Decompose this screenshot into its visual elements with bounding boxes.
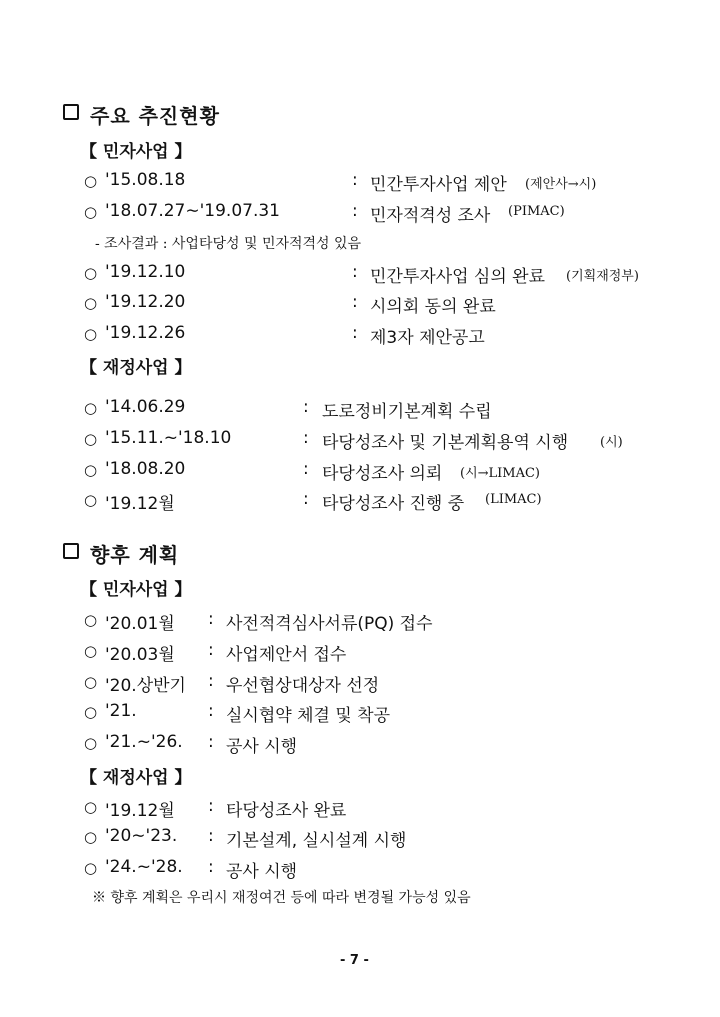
item-colon: : bbox=[208, 640, 214, 660]
item-colon: : bbox=[352, 292, 358, 312]
group-label: 【 재정사업 】 bbox=[80, 768, 192, 788]
bullet-icon: ○ bbox=[84, 203, 98, 221]
item-desc: 타당성조사 진행 중 bbox=[322, 494, 465, 514]
item-desc: 우선협상대상자 선정 bbox=[226, 676, 380, 696]
bullet-icon: ○ bbox=[84, 461, 98, 479]
item-date: '14.06.29 bbox=[105, 397, 186, 417]
section-title: 주요 추진현황 bbox=[90, 104, 220, 128]
item-colon: : bbox=[352, 323, 358, 343]
item-desc: 도로정비기본계획 수립 bbox=[322, 402, 492, 422]
item-colon: : bbox=[208, 857, 214, 877]
group-label: 【 민자사업 】 bbox=[80, 142, 192, 162]
item-colon: : bbox=[303, 459, 309, 479]
section-checkbox-icon bbox=[63, 543, 79, 559]
item-colon: : bbox=[208, 671, 214, 691]
item-colon: : bbox=[352, 262, 358, 282]
group-label: 【 재정사업 】 bbox=[80, 358, 192, 378]
bullet-icon: ○ bbox=[84, 798, 98, 816]
item-note: (시→LIMAC) bbox=[460, 466, 541, 481]
bullet-icon: ○ bbox=[84, 491, 98, 509]
item-date: '21. bbox=[105, 701, 137, 721]
item-note: (시) bbox=[600, 435, 623, 450]
item-date: '19.12월 bbox=[105, 801, 175, 821]
bullet-icon: ○ bbox=[84, 703, 98, 721]
item-note: (제안사→시) bbox=[525, 177, 597, 192]
item-date: '18.07.27∼'19.07.31 bbox=[105, 201, 280, 221]
item-date: '19.12.20 bbox=[105, 292, 186, 312]
bullet-icon: ○ bbox=[84, 294, 98, 312]
item-date: '21.~'26. bbox=[105, 732, 183, 752]
bullet-icon: ○ bbox=[84, 264, 98, 282]
item-desc: 공사 시행 bbox=[226, 862, 298, 882]
item-desc: 실시협약 체결 및 착공 bbox=[226, 706, 391, 726]
bullet-icon: ○ bbox=[84, 859, 98, 877]
bullet-icon: ○ bbox=[84, 642, 98, 660]
item-date: '19.12월 bbox=[105, 494, 175, 514]
bullet-icon: ○ bbox=[84, 734, 98, 752]
item-colon: : bbox=[303, 397, 309, 417]
item-date: '19.12.26 bbox=[105, 323, 186, 343]
bullet-icon: ○ bbox=[84, 399, 98, 417]
footnote: ※ 향후 계획은 우리시 재정여건 등에 따라 변경될 가능성 있음 bbox=[92, 890, 471, 906]
sub-note: - 조사결과 : 사업타당성 및 민자적격성 있음 bbox=[95, 236, 362, 252]
item-date: '20.03월 bbox=[105, 645, 175, 665]
bullet-icon: ○ bbox=[84, 673, 98, 691]
item-colon: : bbox=[352, 170, 358, 190]
bullet-icon: ○ bbox=[84, 430, 98, 448]
item-note: (기획재정부) bbox=[566, 269, 639, 284]
item-colon: : bbox=[208, 826, 214, 846]
page-number: - 7 - bbox=[340, 953, 369, 968]
item-desc: 타당성조사 완료 bbox=[226, 801, 347, 821]
item-desc: 민간투자사업 제안 bbox=[370, 175, 507, 195]
item-date: '20∼'23. bbox=[105, 826, 178, 846]
item-desc: 제3자 제안공고 bbox=[370, 328, 485, 348]
item-desc: 사전적격심사서류(PQ) 접수 bbox=[226, 614, 433, 634]
item-date: '20.상반기 bbox=[105, 676, 186, 696]
item-desc: 타당성조사 의뢰 bbox=[322, 464, 443, 484]
item-date: '15.11.~'18.10 bbox=[105, 428, 232, 448]
item-colon: : bbox=[352, 201, 358, 221]
item-date: '24.~'28. bbox=[105, 857, 183, 877]
item-colon: : bbox=[303, 489, 309, 509]
item-date: '20.01월 bbox=[105, 614, 175, 634]
item-date: '19.12.10 bbox=[105, 262, 186, 282]
bullet-icon: ○ bbox=[84, 172, 98, 190]
item-colon: : bbox=[208, 796, 214, 816]
item-date: '18.08.20 bbox=[105, 459, 186, 479]
item-desc: 타당성조사 및 기본계획용역 시행 bbox=[322, 433, 569, 453]
section-title: 향후 계획 bbox=[90, 543, 180, 567]
item-desc: 공사 시행 bbox=[226, 737, 298, 757]
item-colon: : bbox=[208, 701, 214, 721]
item-desc: 민간투자사업 심의 완료 bbox=[370, 267, 546, 287]
bullet-icon: ○ bbox=[84, 828, 98, 846]
section-checkbox-icon bbox=[63, 104, 79, 120]
item-note: (PIMAC) bbox=[508, 204, 565, 219]
item-note: (LIMAC) bbox=[485, 492, 542, 507]
item-desc: 사업제안서 접수 bbox=[226, 645, 347, 665]
item-desc: 기본설계, 실시설계 시행 bbox=[226, 831, 407, 851]
item-date: '15.08.18 bbox=[105, 170, 186, 190]
item-desc: 시의회 동의 완료 bbox=[370, 297, 496, 317]
group-label: 【 민자사업 】 bbox=[80, 580, 192, 600]
bullet-icon: ○ bbox=[84, 611, 98, 629]
item-desc: 민자적격성 조사 bbox=[370, 206, 491, 226]
item-colon: : bbox=[303, 428, 309, 448]
item-colon: : bbox=[208, 609, 214, 629]
item-colon: : bbox=[208, 732, 214, 752]
bullet-icon: ○ bbox=[84, 325, 98, 343]
